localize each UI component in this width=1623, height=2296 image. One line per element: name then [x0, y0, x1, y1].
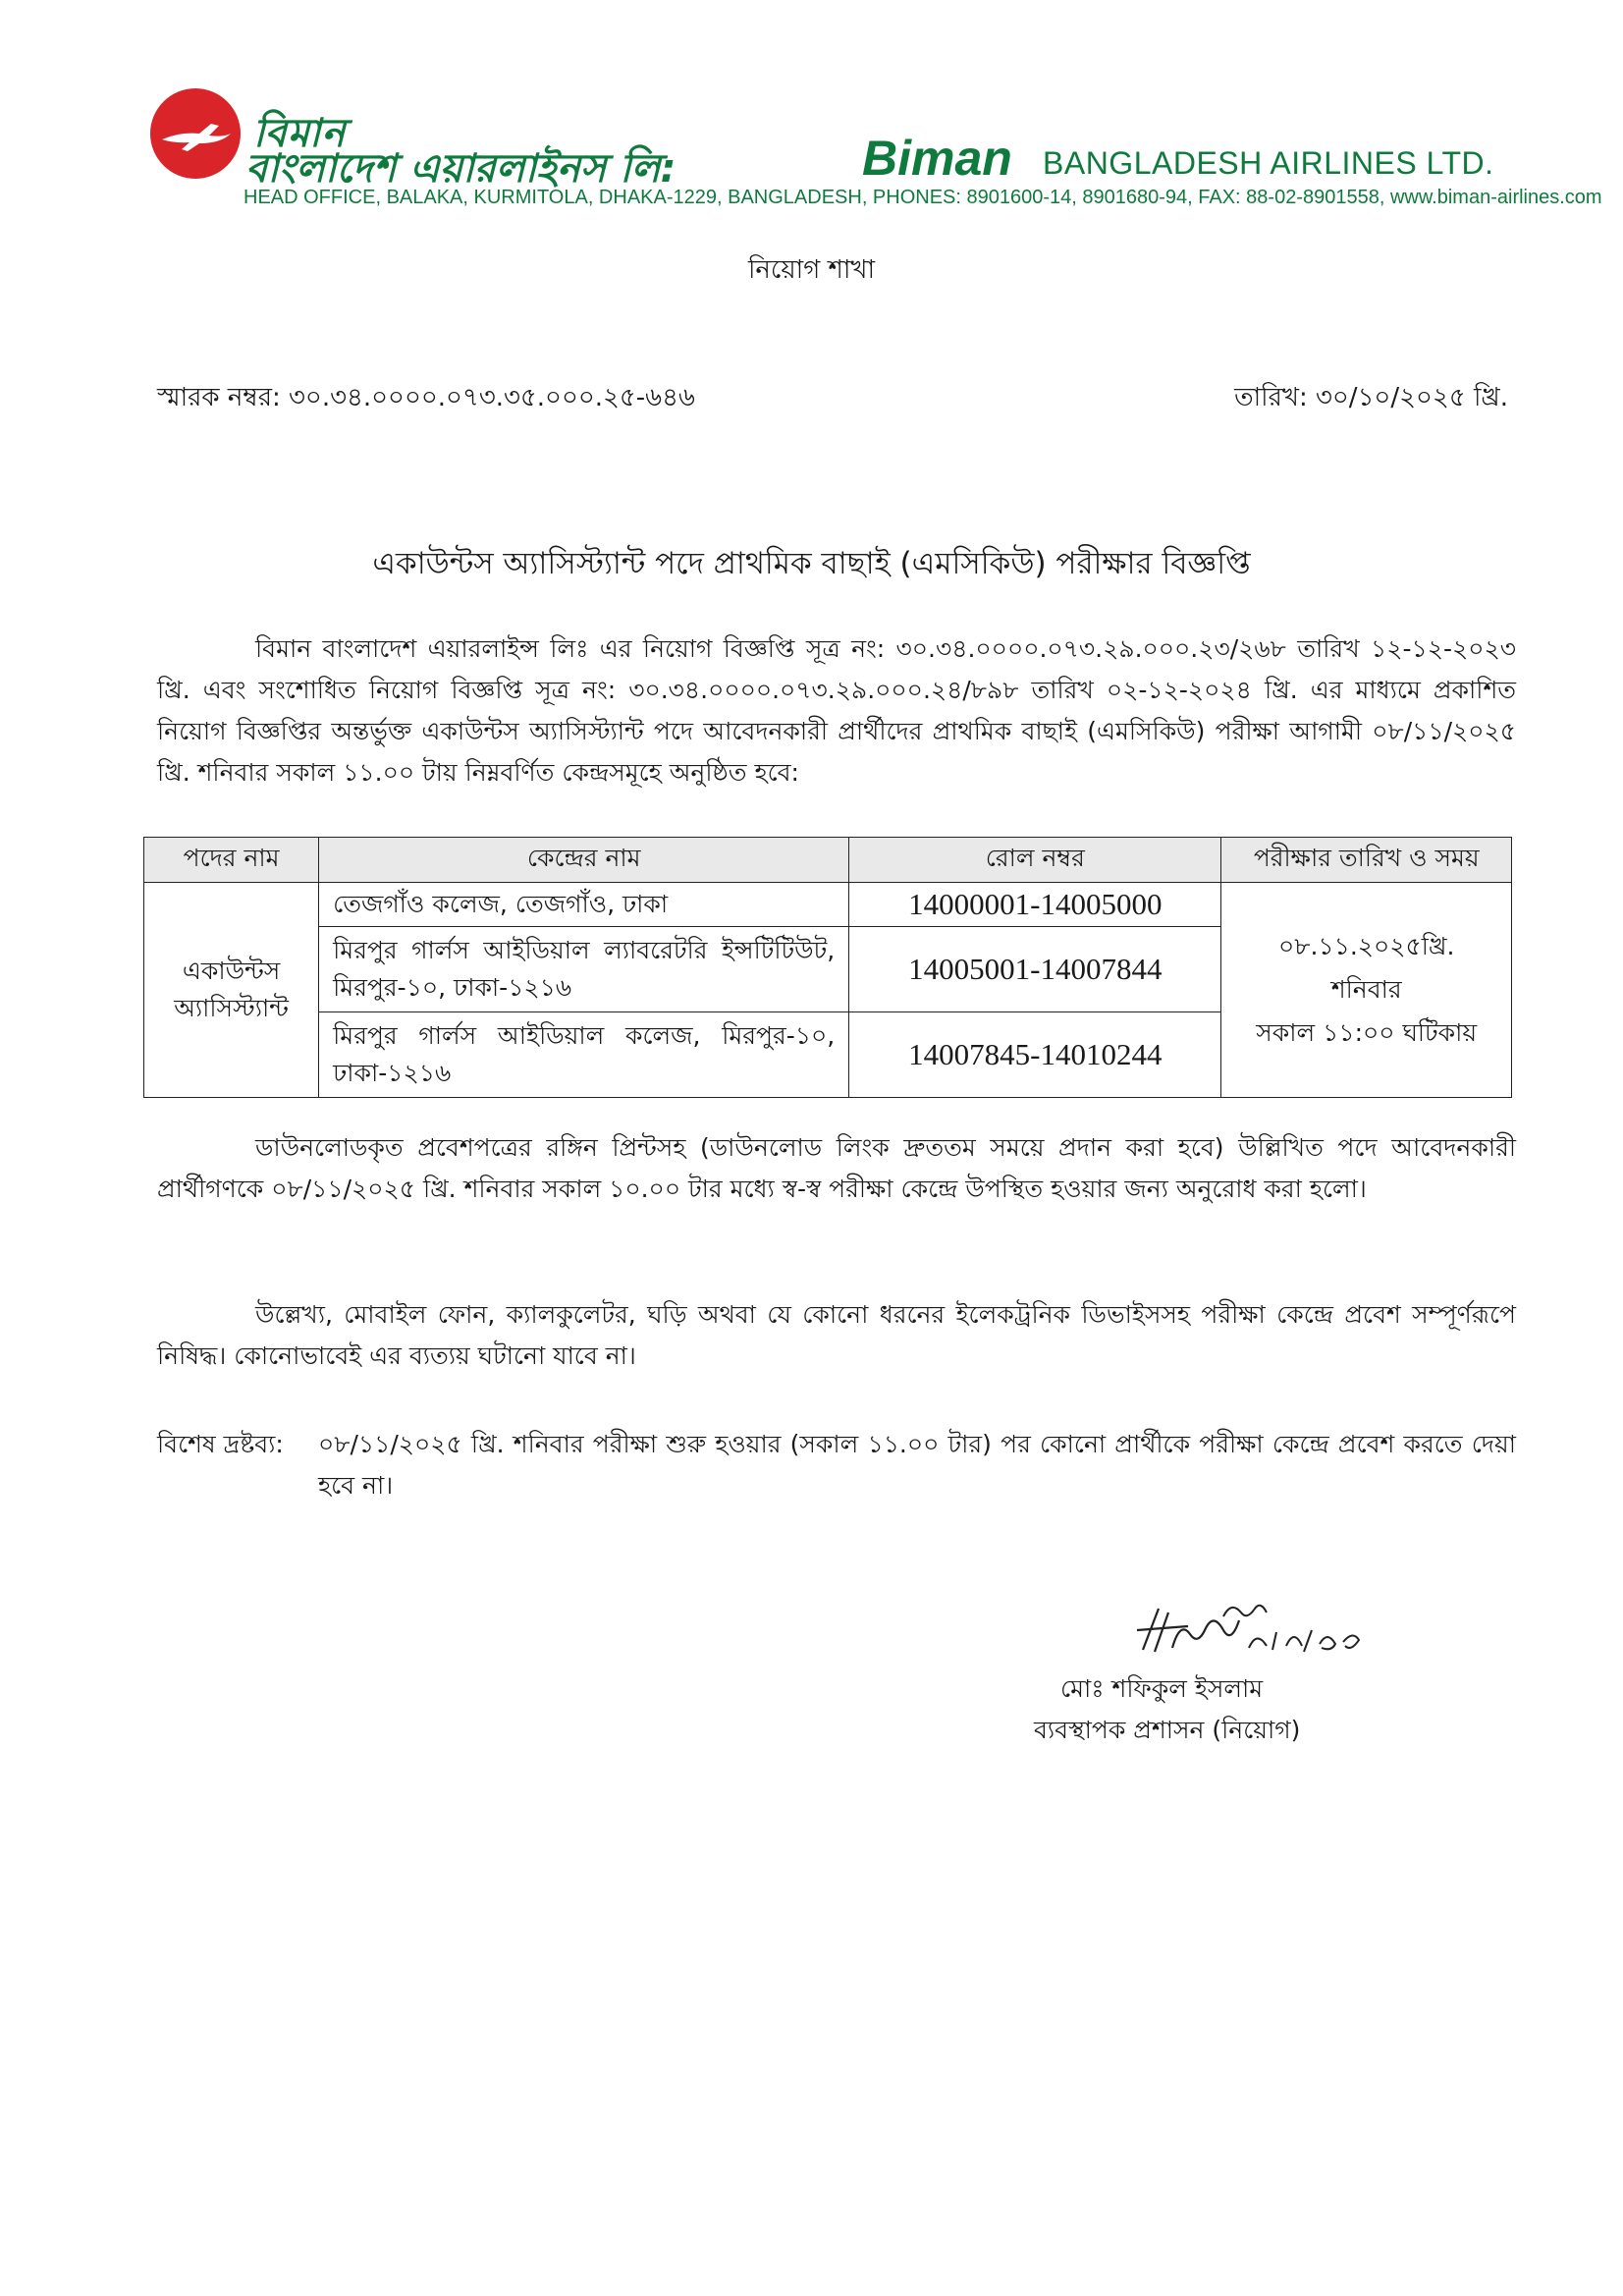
center-name-cell: মিরপুর গার্লস আইডিয়াল কলেজ, মিরপুর-১০, ঢাকা-১২১৬ [319, 1012, 849, 1098]
handwritten-signature [1129, 1591, 1394, 1669]
special-note-body: ০৮/১১/২০২৫ খ্রি. শনিবার পরীক্ষা শুরু হওয়ার (সকাল ১১.০০ টার) পর কোনো প্রার্থীকে পরীক্ষা কেন্দ্রে প্রবেশ করতে দেয়া হবে না। [318, 1430, 1516, 1500]
brand-bengali-top: বিমান [253, 111, 347, 156]
center-name-cell: মিরপুর গার্লস আইডিয়াল ল্যাবরেটরি ইন্সটিটিউট, মিরপুর-১০, ঢাকা-১২১৬ [319, 927, 849, 1012]
biman-logo-icon [150, 88, 241, 179]
notice-paragraph-1: বিমান বাংলাদেশ এয়ারলাইন্স লিঃ এর নিয়োগ বিজ্ঞপ্তি সূত্র নং: ৩০.৩৪.০০০০.০৭৩.২৯.০০০.২৩/২৬৮ তারিখ ১২-১২-২০২৩ খ্রি. এবং সংশোধিত নিয়োগ বিজ্ঞপ্তি সূত্র নং: ৩০.৩৪.০০০০.০৭৩.২৯.০০০.২৪/৮৯৮ তারিখ ০২-১২-২০২৪ খ্রি. এর মাধ্যমে প্রকাশিত নিয়োগ বিজ্ঞপ্তির অন্তর্ভুক্ত একাউন্টস অ্যাসিস্ট্যান্ট পদে আবেদনকারী প্রার্থীদের প্রাথমিক বাছাই (এমসিকিউ) পরীক্ষা আগামী ০৮/১১/২০২৫ খ্রি. শনিবার সকাল ১১.০০ টায় নিম্নবর্ণিত কেন্দ্রসমূহে অনুষ্ঠিত হবে: [157, 634, 1516, 787]
signer-name: মোঃ শফিকুল ইসলাম [1060, 1674, 1264, 1703]
exam-day: শনিবার [1330, 975, 1402, 1004]
post-name-line-1: একাউন্টস [182, 957, 281, 985]
signer-title: ব্যবস্থাপক প্রশাসন (নিয়োগ) [1034, 1716, 1301, 1744]
header-roll-number: রোল নম্বর [849, 838, 1221, 883]
post-name-line-2: অ্যাসিস্ট্যান্ট [174, 994, 289, 1022]
table-row [144, 883, 1512, 927]
brand-biman-wordmark: Biman [862, 131, 1012, 186]
brand-english-name: BANGLADESH AIRLINES LTD. [1043, 145, 1494, 181]
brand-bengali-name: বাংলাদেশ এয়ারলাইনস লি: [245, 146, 676, 191]
special-note-label: বিশেষ দ্রষ্টব্য: [157, 1430, 284, 1458]
notice-paragraph-3: উল্লেখ্য, মোবাইল ফোন, ক্যালকুলেটর, ঘড়ি অথবা যে কোনো ধরনের ইলেকট্রনিক ডিভাইসসহ পরীক্ষা কেন্দ্রে প্রবেশ সম্পূর্ণরূপে নিষিদ্ধ। কোনোভাবেই এর ব্যত্যয় ঘটানো যাবে না। [157, 1300, 1516, 1370]
header-exam-datetime: পরীক্ষার তারিখ ও সময় [1221, 838, 1512, 883]
exam-time: সকাল ১১:০০ ঘটিকায় [1256, 1018, 1478, 1047]
section-name: নিয়োগ শাখা [747, 255, 876, 285]
center-name-cell: তেজগাঁও কলেজ, তেজগাঁও, ঢাকা [319, 883, 849, 927]
roll-range-cell: 14005001-14007844 [849, 927, 1221, 1012]
exam-center-table [143, 837, 1512, 1098]
notice-title: একাউন্টস অ্যাসিস্ট্যান্ট পদে প্রাথমিক বাছাই (এমসিকিউ) পরীক্ষার বিজ্ঞপ্তি [372, 546, 1251, 581]
table-header-row [144, 838, 1512, 883]
roll-range-cell: 14007845-14010244 [849, 1012, 1221, 1098]
post-name-cell [144, 883, 319, 1098]
exam-date: ০৮.১১.২০২৫খ্রি. [1277, 932, 1455, 960]
notice-paragraph-2: ডাউনলোডকৃত প্রবেশপত্রের রঙ্গিন প্রিন্টসহ (ডাউনলোড লিংক দ্রুততম সময়ে প্রদান করা হবে) উল্লিখিত পদে আবেদনকারী প্রার্থীগণকে ০৮/১১/২০২৫ খ্রি. শনিবার সকাল ১০.০০ টার মধ্যে স্ব-স্ব পরীক্ষা কেন্দ্রে উপস্থিত হওয়ার জন্য অনুরোধ করা হলো। [157, 1133, 1516, 1203]
header-center-name: কেন্দ্রের নাম [319, 838, 849, 883]
roll-range-cell: 14000001-14005000 [849, 883, 1221, 927]
memo-date: তারিখ: ৩০/১০/২০২৫ খ্রি. [1234, 383, 1508, 412]
exam-datetime-cell [1221, 883, 1512, 1098]
header-post-name: পদের নাম [144, 838, 319, 883]
head-office-address: HEAD OFFICE, BALAKA, KURMITOLA, DHAKA-1229, BANGLADESH, PHONES: 8901600-14, 8901680-94, FAX: 88-02-8901558, www.biman-airlines.com [243, 187, 1602, 208]
memo-number: স্মারক নম্বর: ৩০.৩৪.০০০০.০৭৩.৩৫.০০০.২৫-৬৪৬ [157, 383, 695, 412]
